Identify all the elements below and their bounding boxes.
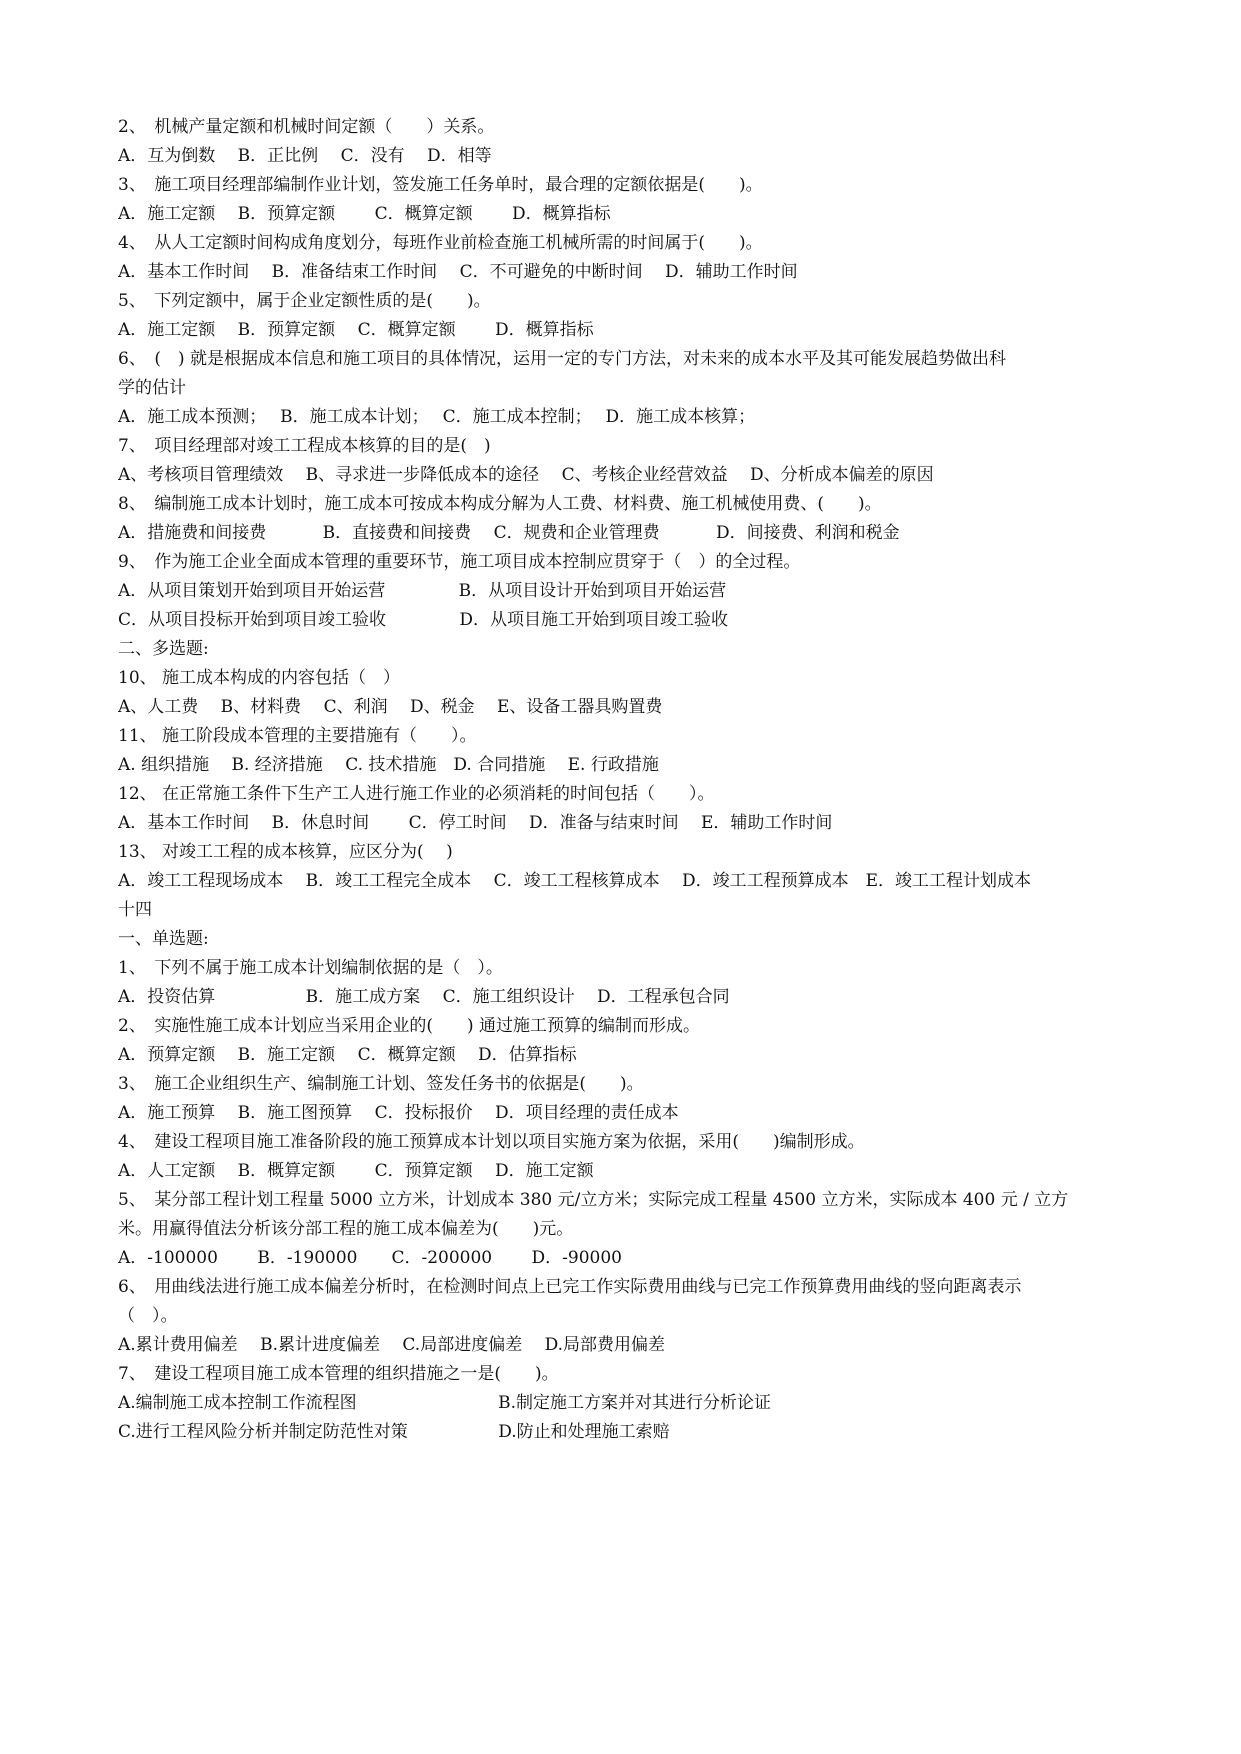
question-4-text: 4、 从人工定额时间构成角度划分，每班作业前检查施工机械所需的时间属于( )。 [118,233,763,253]
question-8-options: A．措施费和间接费 B．直接费和间接费 C．规费和企业管理费 D．间接费、利润和税金 [118,523,900,543]
q14-5-options: A．-100000 B．-190000 C．-200000 D．-90000 [118,1248,622,1268]
q14-4-options: A．人工定额 B．概算定额 C．预算定额 D．施工定额 [118,1161,594,1181]
question-9-options-ab: A．从项目策划开始到项目开始运营 B．从项目设计开始到项目开始运营 [118,581,727,601]
q14-5-text: 5、 某分部工程计划工程量 5000 立方米，计划成本 380 元/立方米；实际完成工程量 4500 立方米，实际成本 400 元 / 立方 [118,1190,1069,1210]
q14-1-text: 1、 下列不属于施工成本计划编制依据的是（ ）。 [118,958,503,978]
question-9-options-cd: C．从项目投标开始到项目竣工验收 D．从项目施工开始到项目竣工验收 [118,610,729,630]
question-7-options: A、考核项目管理绩效 B、寻求进一步降低成本的途径 C、考核企业经营效益 D、分析成本偏差的原因 [118,465,934,485]
question-6-text-cont: 学的估计 [118,378,186,398]
question-12-text: 12、 在正常施工条件下生产工人进行施工作业的必须消耗的时间包括（ ）。 [118,784,715,804]
question-7-text: 7、 项目经理部对竣工工程成本核算的目的是( ) [118,436,491,456]
q14-6-text-cont: （ ）。 [118,1306,178,1326]
q14-7-text: 7、 建设工程项目施工成本管理的组织措施之一是( )。 [118,1364,559,1384]
question-3-options: A．施工定额 B．预算定额 C．概算定额 D．概算指标 [118,204,611,224]
question-6-text: 6、 ( ) 就是根据成本信息和施工项目的具体情况，运用一定的专门方法，对未来的成本水平及其可能发展趋势做出科 [118,349,1006,369]
q14-4-text: 4、 建设工程项目施工准备阶段的施工预算成本计划以项目实施方案为依据，采用( )编制形成。 [118,1132,865,1152]
question-9-text: 9、 作为施工企业全面成本管理的重要环节，施工项目成本控制应贯穿于（ ）的全过程。 [118,552,801,572]
question-13-text: 13、 对竣工工程的成本核算，应区分为( ) [118,842,453,862]
question-8-text: 8、 编制施工成本计划时，施工成本可按成本构成分解为人工费、材料费、施工机械使用费、( )。 [118,494,882,514]
section-heading-multiple-choice: 二、多选题: [118,639,209,659]
question-5-text: 5、 下列定额中，属于企业定额性质的是( )。 [118,291,491,311]
question-10-text: 10、 施工成本构成的内容包括（ ） [118,668,401,688]
q14-3-text: 3、 施工企业组织生产、编制施工计划、签发任务书的依据是( )。 [118,1074,644,1094]
question-12-options: A．基本工作时间 B．休息时间 C．停工时间 D．准备与结束时间 E．辅助工作时间 [118,813,833,833]
q14-7-options-ab: A.编制施工成本控制工作流程图 B.制定施工方案并对其进行分析论证 [118,1393,771,1413]
q14-3-options: A．施工预算 B．施工图预算 C．投标报价 D．项目经理的责任成本 [118,1103,679,1123]
q14-1-options: A．投资估算 B．施工成方案 C．施工组织设计 D．工程承包合同 [118,987,730,1007]
chapter-heading: 十四 [118,900,152,920]
question-10-options: A、人工费 B、材料费 C、利润 D、税金 E、设备工器具购置费 [118,697,663,717]
q14-6-text: 6、 用曲线法进行施工成本偏差分析时，在检测时间点上已完工作实际费用曲线与已完工作预算费用曲线的竖向距离表示 [118,1277,1022,1297]
q14-2-text: 2、 实施性施工成本计划应当采用企业的( ) 通过施工预算的编制而形成。 [118,1016,700,1036]
q14-7-options-cd: C.进行工程风险分析并制定防范性对策 D.防止和处理施工索赔 [118,1422,670,1442]
question-4-options: A．基本工作时间 B．准备结束工作时间 C．不可避免的中断时间 D．辅助工作时间 [118,262,798,282]
question-2-options: A．互为倒数 B．正比例 C．没有 D．相等 [118,146,492,166]
section-heading-single-choice: 一、单选题: [118,929,209,949]
q14-2-options: A．预算定额 B．施工定额 C．概算定额 D．估算指标 [118,1045,577,1065]
question-2-text: 2、 机械产量定额和机械时间定额（ ）关系。 [118,117,495,137]
question-3-text: 3、 施工项目经理部编制作业计划，签发施工任务单时，最合理的定额依据是( )。 [118,175,763,195]
question-11-text: 11、 施工阶段成本管理的主要措施有（ ）。 [118,726,477,746]
q14-5-text-cont: 米。用赢得值法分析该分部工程的施工成本偏差为( )元。 [118,1219,574,1239]
question-13-options: A．竣工工程现场成本 B．竣工工程完全成本 C．竣工工程核算成本 D．竣工工程预算成本 E．竣工工程计划成本 [118,871,1032,891]
question-5-options: A．施工定额 B．预算定额 C．概算定额 D．概算指标 [118,320,594,340]
question-6-options: A．施工成本预测； B．施工成本计划； C．施工成本控制； D．施工成本核算； [118,407,756,427]
q14-6-options: A.累计费用偏差 B.累计进度偏差 C.局部进度偏差 D.局部费用偏差 [118,1335,666,1355]
question-11-options: A. 组织措施 B. 经济措施 C. 技术措施 D. 合同措施 E. 行政措施 [118,755,659,775]
